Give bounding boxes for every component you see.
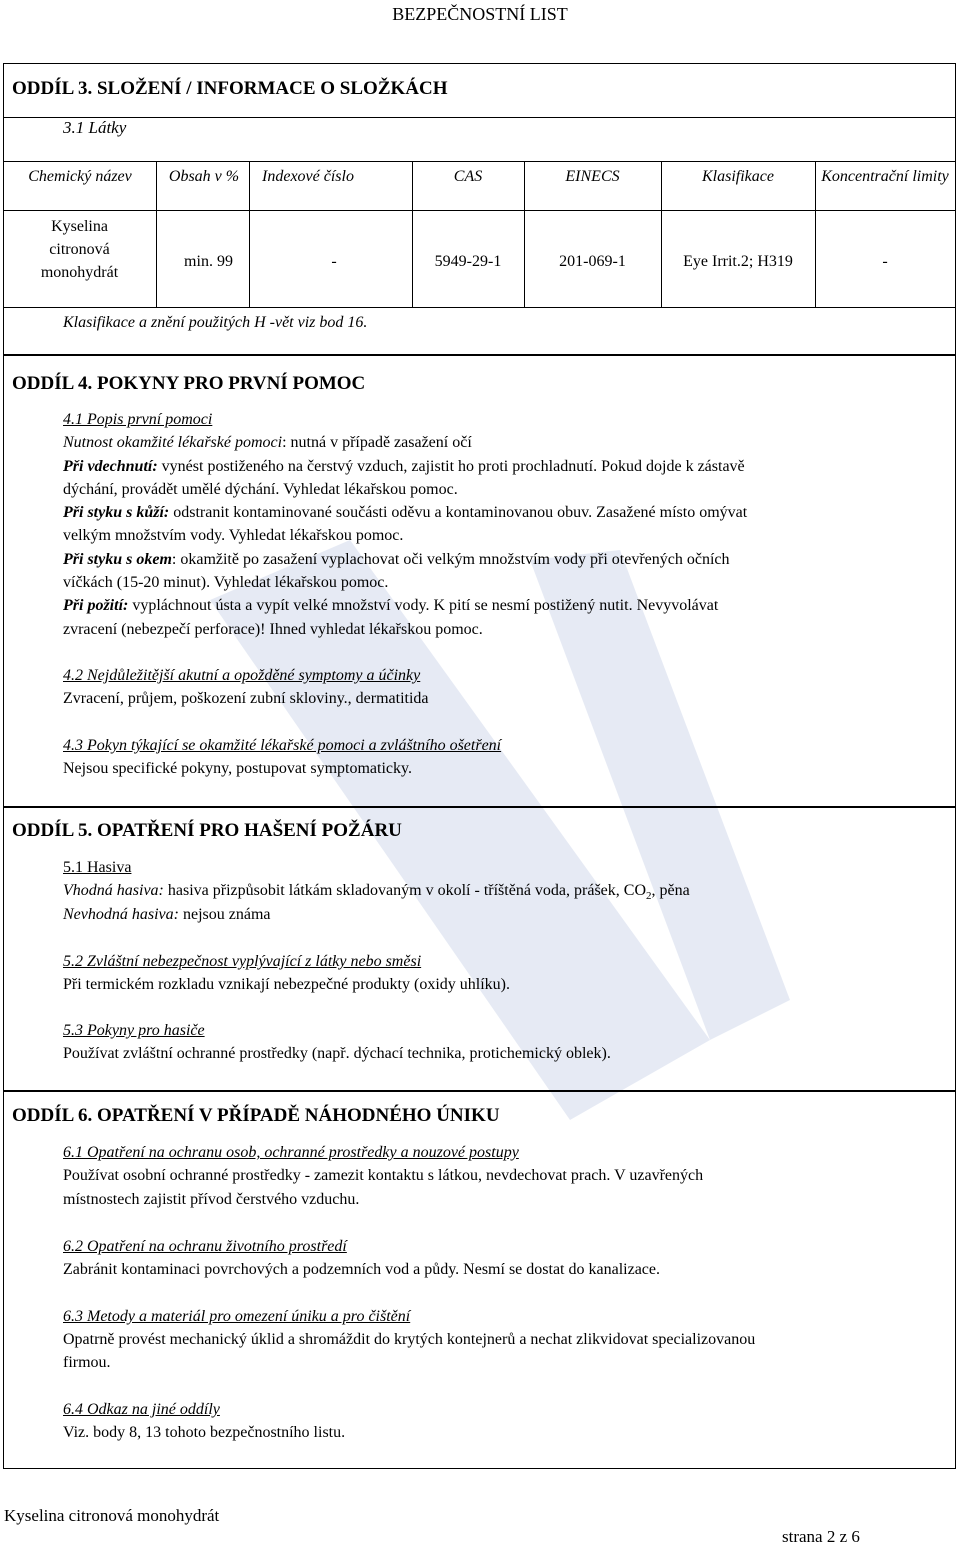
section-4-2-title: 4.2 Nejdůležitější akutní a opožděné symptomy a účinky [63,667,421,684]
section-6-3-title: 6.3 Metody a materiál pro omezení úniku a pro čištění [63,1308,411,1325]
paragraph: Viz. body 8, 13 tohoto bezpečnostního listu. [63,1424,346,1441]
paragraph: Při styku s kůží: odstranit kontaminované součásti oděvu a kontaminovanou obuv. Zasažené místo omývat [63,504,748,521]
table-header-cell: EINECS [565,168,620,185]
table-row-divider [4,210,955,211]
classification-note: Klasifikace a znění použitých H -vět viz bod 16. [63,314,368,331]
section-5-title: ODDÍL 5. OPATŘENÍ PRO HAŠENÍ POŽÁRU [12,820,402,841]
table-header-cell: Chemický název [28,168,132,185]
paragraph: víčkách (15-20 minut). Vyhledat lékařskou pomoc. [63,574,389,591]
section-5-2-title: 5.2 Zvláštní nebezpečnost vyplývající z látky nebo směsi [63,953,422,970]
table-header-cell: Obsah v % [168,168,240,185]
section-4-box [3,355,956,807]
divider [4,117,955,118]
table-row-divider [4,307,955,308]
table-col-divider [156,161,157,307]
section-6-title: ODDÍL 6. OPATŘENÍ V PŘÍPADĚ NÁHODNÉHO ÚNIKU [12,1105,500,1126]
section-3-title: ODDÍL 3. SLOŽENÍ / INFORMACE O SLOŽKÁCH [12,78,448,99]
paragraph: Nejsou specifické pokyny, postupovat symptomaticky. [63,760,412,777]
table-cell: - [882,253,888,270]
paragraph: zvracení (nebezpečí perforace)! Ihned vyhledat lékařskou pomoc. [63,621,483,638]
paragraph: Při vdechnutí: vynést postiženého na čerstvý vzduch, zajistit ho proti prochladnutí. Pokud dojde k zástavě [63,458,745,475]
section-3-box [3,63,956,355]
section-4-title: ODDÍL 4. POKYNY PRO PRVNÍ POMOC [12,373,366,394]
table-cell: 201-069-1 [559,253,626,270]
paragraph: Vhodná hasiva: hasiva přizpůsobit látkám skladovaným v okolí - tříštěná voda, prášek, $CO_2$, pěna [63,882,690,903]
table-cell: Eye Irrit.2; H319 [683,253,793,270]
section-6-4-title: 6.4 Odkaz na jiné oddíly [63,1401,220,1418]
table-cell: 5949-29-1 [434,253,502,270]
paragraph: místnostech zajistit přívod čerstvého vzduchu. [63,1191,360,1208]
table-cell: Kyselina citronová monohydrát [40,218,119,281]
section-4-3-title: 4.3 Pokyn týkající se okamžité lékařské pomoci a zvláštního ošetření [63,737,502,754]
paragraph: Při termickém rozkladu vznikají nebezpečné produkty (oxidy uhlíku). [63,976,510,993]
paragraph: Zabránit kontaminaci povrchových a podzemních vod a půdy. Nesmí se dostat do kanalizace. [63,1261,660,1278]
paragraph: Nevhodná hasiva: nejsou známa [63,906,271,923]
document-header: BEZPEČNOSTNÍ LIST [392,4,568,24]
section-5-1-title: 5.1 Hasiva [63,859,132,876]
section-3-1-title: 3.1 Látky [63,118,127,137]
table-header-cell: Koncentrační limity [821,168,949,185]
section-6-2-title: 6.2 Opatření na ochranu životního prostředí [63,1238,347,1255]
section-6-1-title: 6.1 Opatření na ochranu osob, ochranné prostředky a nouzové postupy [63,1144,519,1161]
table-header-cell: CAS [453,168,483,185]
paragraph: Používat zvláštní ochranné prostředky (např. dýchací technika, protichemický oblek). [63,1045,611,1062]
footer-product-name: Kyselina citronová monohydrát [4,1506,220,1525]
paragraph: Při styku s okem: okamžitě po zasažení vyplachovat oči velkým množstvím vody při otevřených očních [63,551,730,568]
paragraph: dýchání, provádět umělé dýchání. Vyhledat lékařskou pomoc. [63,481,458,498]
table-header-cell: Indexové číslo [262,168,354,185]
paragraph: velkým množstvím vody. Vyhledat lékařskou pomoc. [63,527,404,544]
paragraph: Opatrně provést mechanický úklid a shromáždit do krytých kontejnerů a nechat zlikvidovat specializovanou [63,1331,756,1348]
section-5-3-title: 5.3 Pokyny pro hasiče [63,1022,205,1039]
section-6-box [3,1091,956,1469]
table-header-cell: Klasifikace [702,168,774,185]
page-number: strana 2 z 6 [782,1527,860,1546]
divider [4,161,955,162]
section-5-box [3,807,956,1091]
table-cell: - [331,253,337,270]
paragraph: Používat osobní ochranné prostředky - zamezit kontaktu s látkou, nevdechovat prach. V uzavřených [63,1167,704,1184]
paragraph: Zvracení, průjem, poškození zubní skloviny., dermatitida [63,690,429,707]
section-4-1-title: 4.1 Popis první pomoci [63,411,213,428]
table-cell: min. 99 [184,253,233,270]
paragraph: Nutnost okamžité lékařské pomoci: nutná v případě zasažení očí [63,434,472,451]
paragraph: Při požití: vypláchnout ústa a vypít velké množství vody. K pití se nesmí postižený nutit. Nevyvolávat [63,597,719,614]
paragraph: firmou. [63,1354,111,1371]
